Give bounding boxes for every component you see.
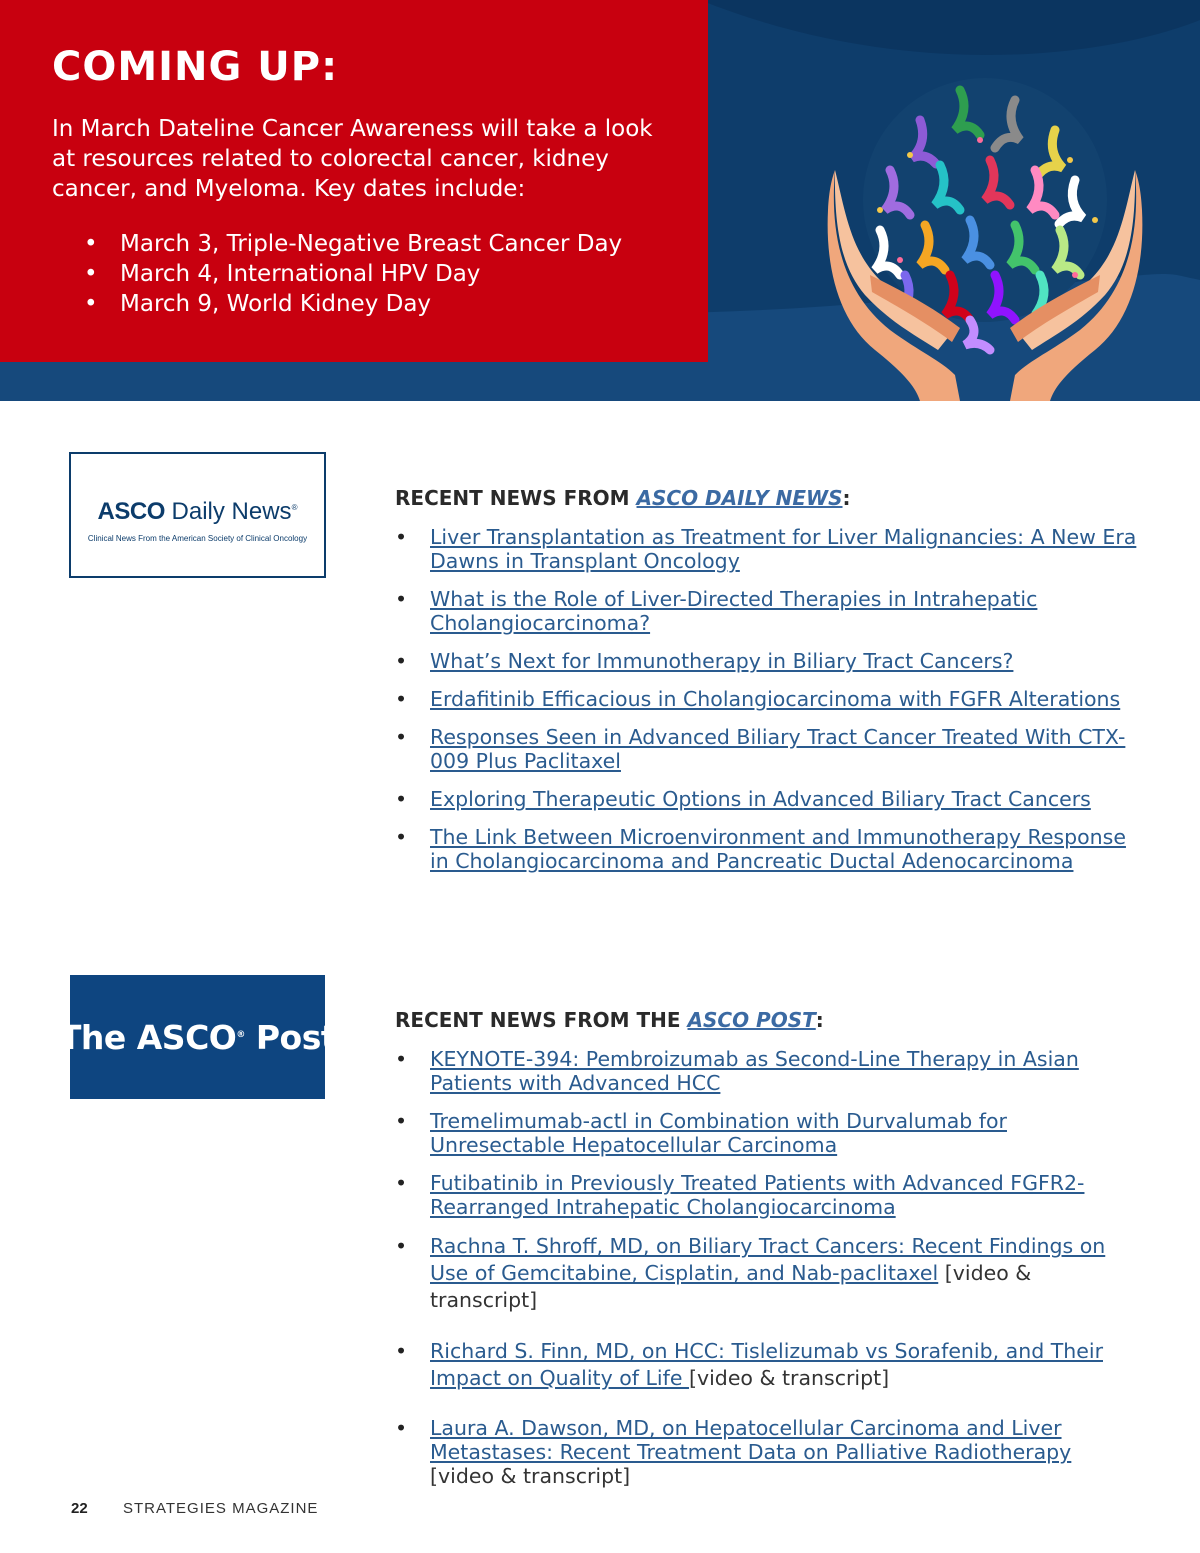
asco-post-link[interactable]: ASCO POST <box>687 1008 816 1032</box>
article-link[interactable]: The Link Between Microenvironment and Immunotherapy Response in Cholangiocarcinoma and Pancreatic Ductal Adenocarcinoma <box>430 825 1126 873</box>
logo-trademark: ® <box>236 1029 245 1040</box>
logo-brand-end: Post <box>255 1017 337 1057</box>
list-item <box>395 687 1140 711</box>
coming-up-banner <box>0 0 1200 401</box>
daily-news-heading <box>395 486 851 510</box>
heading-colon: : <box>842 486 851 510</box>
heading-colon: : <box>815 1008 824 1032</box>
list-item <box>395 649 1140 673</box>
article-link[interactable]: Richard S. Finn, MD, on HCC: Tislelizumab vs Sorafenib, and Their Impact on Quality of Life <box>430 1339 1103 1390</box>
article-link[interactable]: Laura A. Dawson, MD, on Hepatocellular Carcinoma and Liver Metastases: Recent Treatment Data on Palliative Radiotherapy <box>430 1416 1072 1464</box>
hands-holding-awareness-ribbons-icon <box>820 60 1150 401</box>
article-link[interactable]: What’s Next for Immunotherapy in Biliary Tract Cancers? <box>430 649 1014 673</box>
key-dates-list <box>84 229 622 319</box>
article-link[interactable]: Rachna T. Shroff, MD, on Biliary Tract Cancers: Recent Findings on Use of Gemcitabine, Cisplatin, and Nab-paclitaxel <box>430 1234 1106 1285</box>
asco-daily-news-tagline: Clinical News From the American Society of Clinical Oncology <box>87 534 308 543</box>
item-note: [video & transcript] <box>688 1366 890 1390</box>
article-link[interactable]: Liver Transplantation as Treatment for Liver Malignancies: A New Era Dawns in Transplant Oncology <box>430 525 1137 573</box>
list-item <box>395 1233 1140 1314</box>
list-item <box>395 787 1140 811</box>
asco-post-heading-prefix: RECENT NEWS FROM THE <box>395 1008 688 1032</box>
key-date-item: • March 9, World Kidney Day <box>84 289 622 319</box>
logo-brand-bold: ASCO <box>97 498 165 525</box>
list-item <box>395 525 1140 573</box>
list-item <box>395 1109 1140 1157</box>
item-note: [video & transcript] <box>430 1464 631 1488</box>
asco-daily-news-logo[interactable] <box>69 452 326 578</box>
asco-post-logo[interactable] <box>58 975 337 1099</box>
list-item <box>395 587 1140 635</box>
article-link[interactable]: Responses Seen in Advanced Biliary Tract Cancer Treated With CTX-009 Plus Paclitaxel <box>430 725 1126 773</box>
coming-up-intro: In March Dateline Cancer Awareness will take a look at resources related to colorectal cancer, kidney cancer, and Myeloma. Key dates include: <box>52 116 653 202</box>
asco-post-list <box>395 1047 1140 1488</box>
key-date-item: • March 4, International HPV Day <box>84 259 622 289</box>
logo-brand: The ASCO <box>58 1017 237 1057</box>
asco-daily-news-wordmark <box>71 498 324 526</box>
article-link[interactable]: KEYNOTE-394: Pembroizumab as Second-Line Therapy in Asian Patients with Advanced HCC <box>430 1047 1079 1095</box>
list-item <box>395 1416 1140 1488</box>
logo-brand-light: Daily News <box>171 498 292 525</box>
asco-post-heading <box>395 1008 824 1032</box>
asco-post-wordmark <box>59 1018 336 1057</box>
asco-daily-news-link[interactable]: ASCO DAILY NEWS <box>636 486 843 510</box>
list-item <box>395 1047 1140 1095</box>
list-item <box>395 725 1140 773</box>
article-link[interactable]: Tremelimumab-actl in Combination with Durvalumab for Unresectable Hepatocellular Carcinoma <box>430 1109 1007 1157</box>
coming-up-panel <box>0 0 708 362</box>
magazine-name: STRATEGIES MAGAZINE <box>123 1500 319 1517</box>
logo-trademark: ® <box>291 503 298 512</box>
key-date-item: • March 3, Triple-Negative Breast Cancer Day <box>84 229 622 259</box>
list-item <box>395 1171 1140 1219</box>
daily-news-heading-prefix: RECENT NEWS FROM <box>395 486 637 510</box>
coming-up-title: COMING UP: <box>52 44 339 90</box>
article-link[interactable]: What is the Role of Liver-Directed Therapies in Intrahepatic Cholangiocarcinoma? <box>430 587 1038 635</box>
list-item <box>395 825 1140 873</box>
page-number: 22 <box>71 1500 88 1517</box>
article-link[interactable]: Erdafitinib Efficacious in Cholangiocarcinoma with FGFR Alterations <box>430 687 1121 711</box>
list-item <box>395 1338 1140 1392</box>
daily-news-list <box>395 525 1140 873</box>
article-link[interactable]: Exploring Therapeutic Options in Advanced Biliary Tract Cancers <box>430 787 1091 811</box>
article-link[interactable]: Futibatinib in Previously Treated Patients with Advanced FGFR2-Rearranged Intrahepatic Cholangiocarcinoma <box>430 1171 1085 1219</box>
item-note: [video & transcript] <box>430 1261 1032 1312</box>
